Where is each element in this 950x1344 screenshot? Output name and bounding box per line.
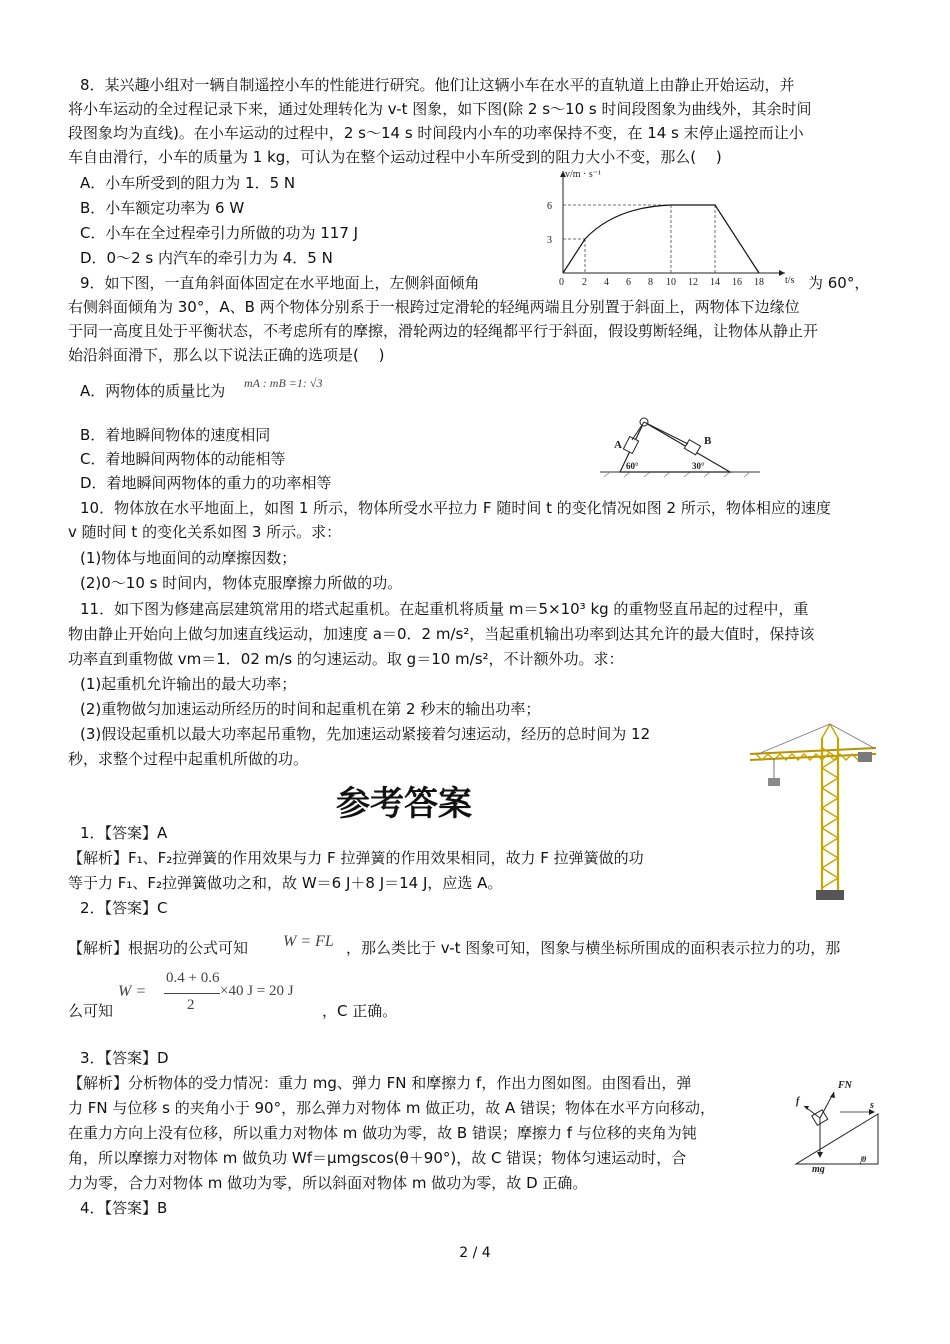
- answer-1-explanation-2: 等于力 F₁、F₂拉弹簧做功之和，故 W＝6 J＋8 J＝14 J，应选 A。: [68, 874, 503, 892]
- q9-line-1: 9．如下图，一直角斜面体固定在水平地面上，左侧斜面倾角: [80, 274, 480, 292]
- angle-60: 60°: [626, 461, 639, 471]
- q11-line-1: 11．如下图为修建高层建筑常用的塔式起重机。在起重机将质量 m＝5×10³ kg 的重物竖直吊起的过程中，重: [80, 600, 809, 618]
- label-b: B: [704, 435, 712, 447]
- formula-w-area: [118, 983, 146, 1001]
- q9-option-a: A．两物体的质量比为: [80, 382, 226, 400]
- label-s: s: [870, 1100, 874, 1111]
- q8-option-d: D．0～2 s 内汽车的牵引力为 4．5 N: [80, 249, 333, 267]
- q8-line-2: 将小车运动的全过程记录下来，通过处理转化为 v-t 图象，如下图(除 2 s～10 s 时间段图象为曲线外，其余时间: [68, 100, 812, 118]
- angle-30: 30°: [692, 461, 705, 471]
- q9-line-1-right: 为 60°，: [808, 274, 870, 292]
- q9-option-a-math: mA : mB =1: √3: [244, 376, 323, 390]
- force-diagram: [790, 1078, 884, 1174]
- label-fn: FN: [838, 1080, 852, 1091]
- answer-2-explanation-2b: ，C 正确。: [322, 1002, 398, 1020]
- answer-3: 3．【答案】D: [80, 1049, 169, 1067]
- vt-curve: [563, 205, 759, 273]
- x-tick-2: 2: [582, 277, 587, 288]
- q8-line-3: 段图象均为直线)。在小车运动的过程中，2 s～14 s 时间段内小车的功率保持不变，在 14 s 末停止遥控而让小: [68, 124, 804, 142]
- q11-line-3: 功率直到重物做 vm＝1．02 m/s 的匀速运动。取 g＝10 m/s²，不计额外功。求：: [68, 650, 624, 668]
- answer-3-explanation-3: 在重力方向上没有位移，所以重力对物体 m 做功为零，故 B 错误；摩擦力 f 与位移的夹角为钝: [68, 1124, 697, 1142]
- x-tick-4: 4: [604, 277, 609, 288]
- answer-1: 1．【答案】A: [80, 824, 168, 842]
- label-f: f: [796, 1096, 800, 1107]
- q9-line-3: 于同一高度且处于平衡状态，不考虑所有的摩擦，滑轮两边的轻绳都平行于斜面，假设剪断轻绳，让物体从静止开: [68, 322, 819, 340]
- answer-4: 4．【答案】B: [80, 1199, 168, 1217]
- q8-line-4: 车自由滑行，小车的质量为 1 kg，可认为在整个运动过程中小车所受到的阻力大小不变，那么( ): [68, 148, 722, 166]
- page-number: 2 / 4: [459, 1245, 491, 1261]
- tower-crane-picture: [748, 718, 883, 903]
- formula-numerator: 0.4 + 0.6: [166, 970, 220, 986]
- vt-chart: [545, 165, 815, 290]
- q11-line-5: (2)重物做匀加速运动所经历的时间和起重机在第 2 秒末的输出功率；: [80, 700, 541, 718]
- q10-line-3: (1)物体与地面间的动摩擦因数；: [80, 549, 297, 567]
- formula-w-fl: W = FL: [283, 933, 334, 950]
- formula-denominator: 2: [187, 997, 195, 1013]
- x-tick-8: 8: [648, 277, 653, 288]
- q9-option-d: D．着地瞬间两物体的重力的功率相等: [80, 474, 332, 492]
- q10-line-4: (2)0～10 s 时间内，物体克服摩擦力所做的功。: [80, 574, 403, 592]
- x-tick-6: 6: [626, 277, 631, 288]
- q11-line-4: (1)起重机允许输出的最大功率；: [80, 675, 297, 693]
- x-tick-16: 16: [732, 277, 742, 288]
- x-tick-18: 18: [754, 277, 764, 288]
- answer-1-explanation-1: 【解析】F₁、F₂拉弹簧的作用效果与力 F 拉弹簧的作用效果相同，故力 F 拉弹簧做的功: [68, 849, 644, 867]
- answer-2-explanation-1b: ，那么类比于 v-t 图象可知，图象与横坐标所围成的面积表示拉力的功，那: [346, 939, 841, 957]
- q9-line-2: 右侧斜面倾角为 30°，A、B 两个物体分别系于一根跨过定滑轮的轻绳两端且分别置于斜面上，两物体下边缘位: [68, 298, 800, 316]
- theta-label: θ: [862, 1155, 867, 1164]
- incline-figure: [600, 410, 760, 478]
- block-b: [684, 440, 700, 455]
- q8-option-b: B．小车额定功率为 6 W: [80, 199, 245, 217]
- y-tick-6: 6: [547, 201, 552, 212]
- label-mg: mg: [812, 1164, 825, 1174]
- q8-option-c: C．小车在全过程牵引力所做的功为 117 J: [80, 224, 359, 242]
- answer-3-explanation-1: 【解析】分析物体的受力情况：重力 mg、弹力 FN 和摩擦力 f，作出力图如图。由图看出，弹: [68, 1074, 692, 1092]
- q8-option-a: A．小车所受到的阻力为 1．5 N: [80, 174, 296, 192]
- q11-line-6: (3)假设起重机以最大功率起吊重物，先加速运动紧接着匀速运动，经历的总时间为 12: [80, 725, 651, 743]
- answers-title: 参考答案: [336, 784, 472, 824]
- q9-option-b: B．着地瞬间物体的速度相同: [80, 426, 271, 444]
- x-tick-10: 10: [666, 277, 676, 288]
- q9-option-c: C．着地瞬间两物体的动能相等: [80, 450, 286, 468]
- x-tick-0: 0: [559, 277, 564, 288]
- formula-rhs: ×40 J = 20 J: [220, 983, 294, 999]
- answer-3-explanation-4: 角，所以摩擦力对物体 m 做负功 Wf＝μmgscos(θ＋90°)，故 C 错误；物体匀速运动时，合: [68, 1149, 687, 1167]
- q11-line-7: 秒，求整个过程中起重机所做的功。: [68, 750, 309, 768]
- q11-line-2: 物由静止开始向上做匀加速直线运动，加速度 a＝0．2 m/s²，当起重机输出功率到达其允许的最大值时，保持该: [68, 625, 815, 643]
- x-tick-12: 12: [688, 277, 698, 288]
- answer-2-explanation-2a: 么可知: [68, 1002, 114, 1020]
- answer-3-explanation-2: 力 FN 与位移 s 的夹角小于 90°，那么弹力对物体 m 做正功，故 A 错误；物体在水平方向移动，: [68, 1099, 716, 1117]
- y-axis-label: v/m · s⁻¹: [565, 169, 602, 180]
- x-tick-14: 14: [710, 277, 720, 288]
- y-tick-3: 3: [547, 235, 552, 246]
- answer-2-explanation-1a: 【解析】根据功的公式可知: [68, 939, 249, 957]
- formula-lhs: W =: [118, 983, 147, 1000]
- x-axis-label: t/s: [785, 275, 795, 286]
- label-a: A: [614, 439, 622, 451]
- q8-line-1: 8．某兴趣小组对一辆自制遥控小车的性能进行研究。他们让这辆小车在水平的直轨道上由静止开始运动，并: [80, 76, 795, 94]
- fraction-bar: [164, 993, 220, 994]
- answer-2: 2．【答案】C: [80, 899, 168, 917]
- q9-line-4: 始沿斜面滑下，那么以下说法正确的选项是( ): [68, 346, 385, 364]
- answer-3-explanation-5: 力为零，合力对物体 m 做功为零，所以斜面对物体 m 做功为零，故 D 正确。: [68, 1174, 588, 1192]
- q10-line-1: 10．物体放在水平地面上，如图 1 所示，物体所受水平拉力 F 随时间 t 的变化情况如图 2 所示，物体相应的速度: [80, 499, 831, 517]
- q10-line-2: v 随时间 t 的变化关系如图 3 所示。求：: [68, 523, 342, 541]
